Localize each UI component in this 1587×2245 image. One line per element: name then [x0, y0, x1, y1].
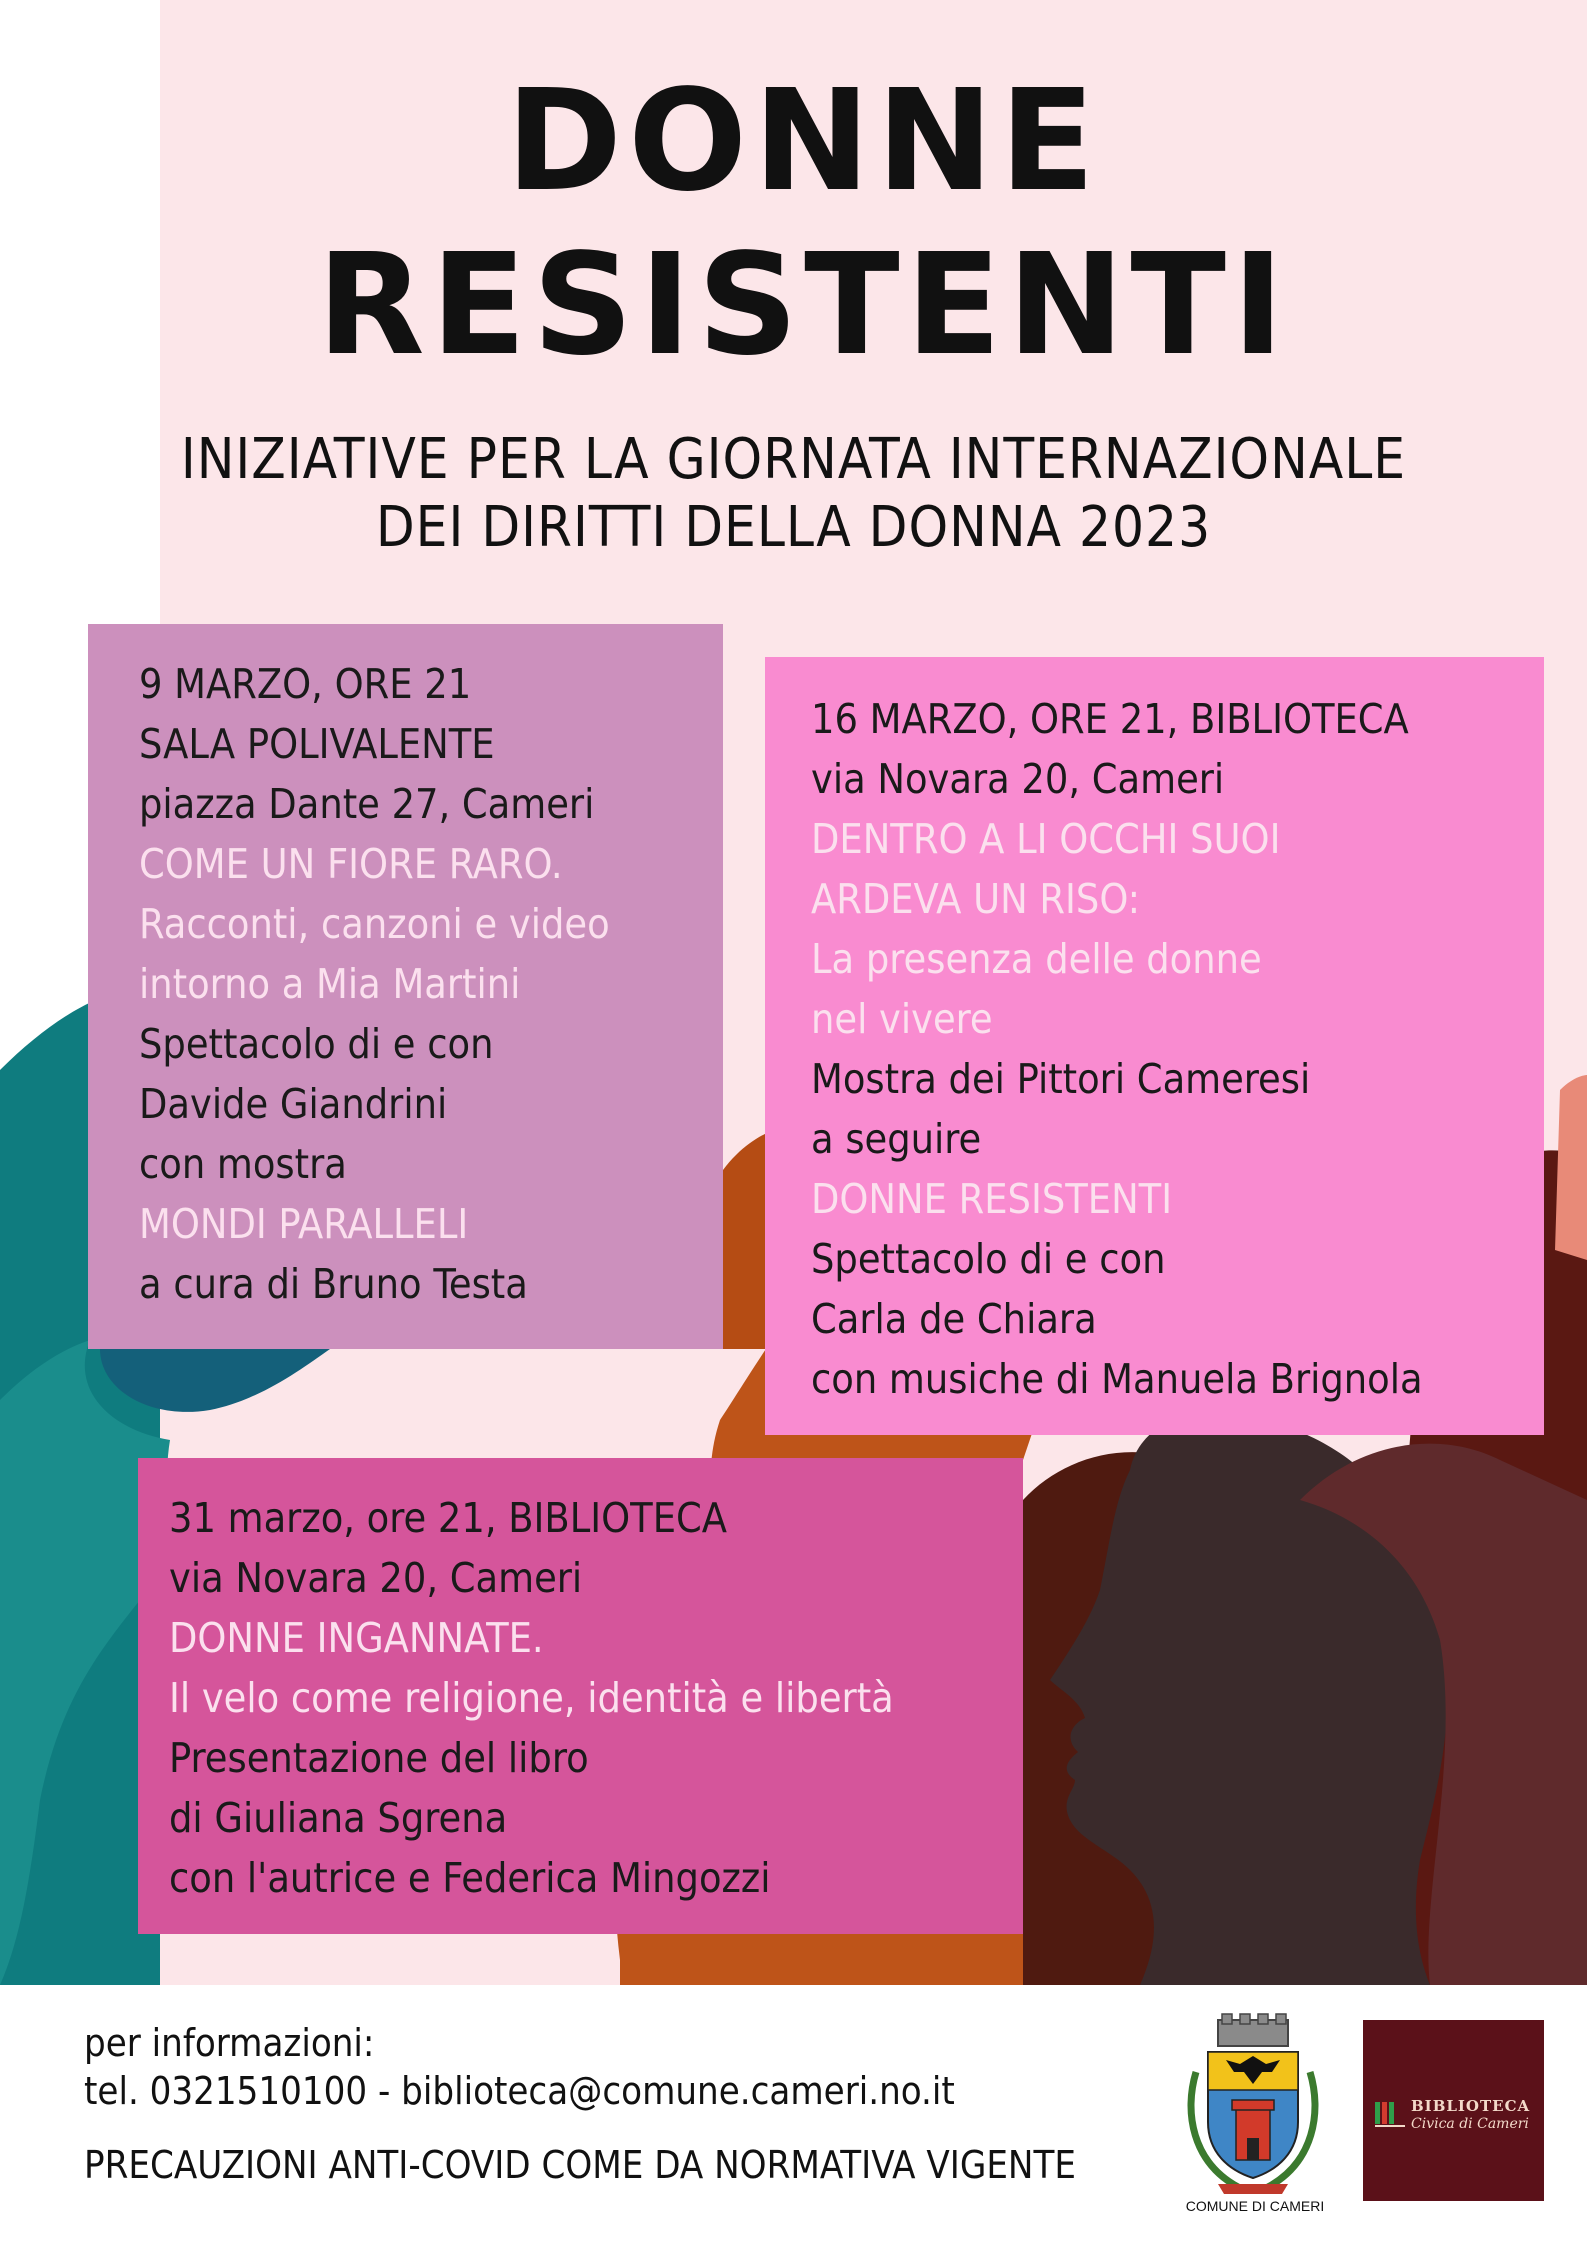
title-line-2: RESISTENTI [316, 224, 1291, 387]
event-followed-by: a seguire [811, 1115, 982, 1163]
event-description: nel vivere [811, 995, 993, 1043]
event-address: via Novara 20, Cameri [169, 1554, 583, 1602]
event-curator: a cura di Bruno Testa [139, 1260, 528, 1308]
comune-di-cameri-coat-of-arms-icon [1178, 2012, 1328, 2202]
logo-text-civica: Civica di Cameri [1411, 2116, 1529, 2132]
info-label: per informazioni: [84, 2021, 375, 2065]
event-exhibition-label: con mostra [139, 1140, 347, 1188]
event-date: 9 MARZO, ORE 21 [139, 660, 472, 708]
subtitle-line-2: DEI DIRITTI DELLA DONNA 2023 [375, 495, 1212, 560]
event-card-31-marzo [138, 1458, 1023, 1934]
event-title: ARDEVA UN RISO: [811, 875, 1141, 923]
event-guests: con l'autrice e Federica Mingozzi [169, 1854, 771, 1902]
event-credit: Spettacolo di e con [811, 1235, 1166, 1283]
event-card-9-marzo [88, 624, 723, 1349]
event-credit: Spettacolo di e con [139, 1020, 494, 1068]
books-icon [1373, 2100, 1407, 2128]
event-address: via Novara 20, Cameri [811, 755, 1225, 803]
covid-notice: PRECAUZIONI ANTI-COVID COME DA NORMATIVA VIGENTE [84, 2143, 1076, 2187]
logo-text-biblioteca: BIBLIOTECA [1411, 2097, 1531, 2115]
salmon-silhouette [1555, 1075, 1587, 1260]
event-title: COME UN FIORE RARO. [139, 840, 563, 888]
event-title: DONNE INGANNATE. [169, 1614, 544, 1662]
event-performer: Davide Giandrini [139, 1080, 448, 1128]
event-description: intorno a Mia Martini [139, 960, 521, 1008]
event-date: 16 MARZO, ORE 21, BIBLIOTECA [811, 695, 1409, 743]
event-address: piazza Dante 27, Cameri [139, 780, 595, 828]
event-music-credit: con musiche di Manuela Brignola [811, 1355, 1423, 1403]
footer [0, 1985, 1587, 2245]
event-book-presentation: Presentazione del libro [169, 1734, 589, 1782]
event-performer: Carla de Chiara [811, 1295, 1097, 1343]
emblem-label: COMUNE DI CAMERI [1185, 2198, 1325, 2214]
event-exhibition-title: MONDI PARALLELI [139, 1200, 469, 1248]
event-show-title: DONNE RESISTENTI [811, 1175, 1173, 1223]
event-description: Il velo come religione, identità e libertà [169, 1674, 894, 1722]
event-description: Racconti, canzoni e video [139, 900, 610, 948]
contact-info: tel. 0321510100 - biblioteca@comune.cameri.no.it [84, 2069, 955, 2113]
event-title: DENTRO A LI OCCHI SUOI [811, 815, 1281, 863]
event-card-16-marzo [765, 657, 1544, 1435]
event-description: La presenza delle donne [811, 935, 1262, 983]
subtitle-line-1: INIZIATIVE PER LA GIORNATA INTERNAZIONALE [180, 427, 1407, 492]
event-venue: SALA POLIVALENTE [139, 720, 495, 768]
biblioteca-civica-logo [1363, 2020, 1544, 2201]
title-line-1: DONNE [505, 60, 1102, 223]
event-date: 31 marzo, ore 21, BIBLIOTECA [169, 1494, 727, 1542]
event-exhibition: Mostra dei Pittori Cameresi [811, 1055, 1311, 1103]
event-author: di Giuliana Sgrena [169, 1794, 508, 1842]
